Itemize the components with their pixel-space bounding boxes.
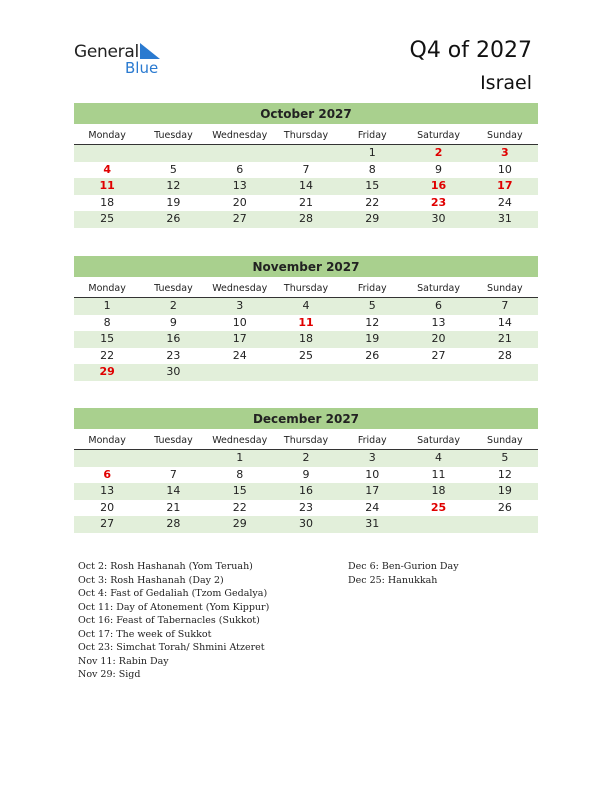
- week-row: [74, 145, 538, 162]
- holiday-note: Oct 2: Rosh Hashanah (Yom Teruah): [78, 561, 253, 572]
- week-row: [74, 348, 538, 365]
- weekday-label: Sunday: [487, 130, 523, 141]
- day-cell: 26: [365, 348, 380, 362]
- day-cell: 30: [298, 517, 313, 530]
- day-cell: 19: [365, 332, 380, 345]
- holiday-note: Oct 4: Fast of Gedaliah (Tzom Gedalya): [78, 588, 268, 599]
- day-cell: 8: [103, 315, 111, 329]
- day-cell: 12: [497, 467, 512, 481]
- day-cell: 1: [103, 299, 111, 312]
- day-cell: 30: [166, 365, 181, 378]
- weekday-label: Tuesday: [154, 435, 193, 446]
- day-cell: 8: [368, 162, 376, 176]
- day-cell: 29: [365, 212, 380, 225]
- day-cell: 29: [99, 365, 115, 378]
- day-cell: 15: [100, 332, 115, 345]
- empty-day-cell: [405, 516, 471, 533]
- week-row: [74, 364, 538, 381]
- holiday-note: Nov 11: Rabin Day: [78, 655, 169, 667]
- country-name: Israel: [480, 72, 532, 94]
- month-title: October 2027: [74, 103, 538, 124]
- brand-general-text: General: [74, 42, 139, 62]
- holiday-note: Dec 6: Ben-Gurion Day: [348, 561, 459, 572]
- day-cell: 14: [166, 484, 181, 497]
- day-cell: 23: [430, 195, 447, 209]
- weekday-label: Monday: [88, 435, 126, 446]
- day-cell: 18: [431, 484, 446, 497]
- day-cell: 15: [232, 484, 247, 497]
- day-cell: 7: [501, 299, 509, 312]
- weekday-label: Saturday: [417, 283, 460, 294]
- day-cell: 26: [166, 212, 181, 225]
- week-row: [74, 450, 538, 467]
- empty-day-cell: [74, 450, 140, 467]
- weekday-label: Wednesday: [212, 283, 268, 294]
- day-cell: 11: [431, 467, 446, 481]
- day-cell: 7: [169, 467, 177, 481]
- day-cell: 21: [298, 195, 313, 209]
- week-row: [74, 516, 538, 533]
- day-cell: 22: [365, 195, 380, 209]
- weekday-label: Tuesday: [154, 130, 193, 141]
- day-cell: 24: [497, 195, 512, 209]
- day-cell: 14: [497, 315, 512, 329]
- weekday-label: Friday: [357, 130, 387, 141]
- day-cell: 3: [236, 299, 244, 312]
- day-cell: 2: [302, 451, 310, 464]
- day-cell: 28: [497, 348, 512, 362]
- day-cell: 2: [169, 299, 177, 312]
- day-cell: 16: [166, 332, 181, 345]
- week-row: [74, 331, 538, 348]
- page-title: Q4 of 2027: [409, 38, 532, 63]
- weekday-label: Wednesday: [212, 130, 268, 141]
- weekday-header-row: [74, 127, 538, 145]
- weekday-header-row: [74, 432, 538, 450]
- day-cell: 17: [497, 179, 513, 192]
- weekday-label: Thursday: [283, 283, 329, 294]
- holiday-notes-left: [78, 560, 269, 682]
- empty-day-cell: [273, 364, 339, 381]
- day-cell: 21: [497, 332, 512, 345]
- empty-day-cell: [207, 145, 273, 162]
- day-cell: 13: [232, 179, 247, 192]
- day-cell: 6: [435, 299, 443, 312]
- week-row: [74, 315, 538, 332]
- week-row: [74, 178, 538, 195]
- day-cell: 19: [497, 484, 512, 497]
- holiday-note: Oct 23: Simchat Torah/ Shmini Atzeret: [78, 642, 265, 653]
- day-cell: 16: [430, 179, 447, 192]
- weekday-label: Saturday: [417, 435, 460, 446]
- day-cell: 14: [298, 179, 313, 192]
- empty-day-cell: [405, 364, 471, 381]
- weekday-label: Saturday: [417, 130, 460, 141]
- day-cell: 2: [434, 146, 443, 159]
- day-cell: 29: [232, 517, 247, 530]
- day-cell: 4: [435, 451, 443, 464]
- week-row: [74, 211, 538, 228]
- week-row: [74, 467, 538, 484]
- day-cell: 11: [99, 179, 115, 192]
- brand-blue-text: Blue: [125, 59, 159, 77]
- day-cell: 13: [431, 315, 446, 329]
- holiday-notes-right: [348, 560, 459, 587]
- day-cell: 10: [365, 467, 380, 481]
- weekday-label: Monday: [88, 130, 126, 141]
- day-cell: 4: [302, 299, 310, 312]
- month-december: [74, 408, 538, 533]
- day-cell: 23: [166, 348, 181, 362]
- day-cell: 25: [100, 212, 115, 225]
- day-cell: 26: [497, 500, 512, 514]
- empty-day-cell: [140, 450, 206, 467]
- day-cell: 22: [232, 500, 247, 514]
- day-cell: 12: [166, 179, 181, 192]
- holiday-note: Oct 17: The week of Sukkot: [78, 628, 212, 640]
- holiday-note: Oct 11: Day of Atonement (Yom Kippur): [78, 601, 270, 613]
- day-cell: 28: [166, 517, 181, 530]
- week-row: [74, 483, 538, 500]
- weekday-label: Thursday: [283, 435, 329, 446]
- day-cell: 1: [368, 146, 376, 159]
- empty-day-cell: [74, 145, 140, 162]
- day-cell: 31: [497, 212, 512, 225]
- month-october: [74, 103, 538, 228]
- day-cell: 3: [368, 451, 376, 464]
- empty-day-cell: [472, 364, 538, 381]
- day-cell: 7: [302, 162, 310, 176]
- day-cell: 6: [236, 162, 244, 176]
- day-cell: 10: [497, 162, 512, 176]
- day-cell: 21: [166, 500, 181, 514]
- day-cell: 16: [298, 484, 313, 497]
- day-cell: 9: [169, 315, 177, 329]
- day-cell: 18: [298, 332, 313, 345]
- weekday-label: Wednesday: [212, 435, 268, 446]
- weekday-label: Sunday: [487, 435, 523, 446]
- day-cell: 22: [100, 348, 115, 362]
- day-cell: 27: [100, 517, 115, 530]
- day-cell: 20: [100, 500, 115, 514]
- day-cell: 28: [298, 212, 313, 225]
- day-cell: 9: [435, 162, 443, 176]
- empty-day-cell: [273, 145, 339, 162]
- day-cell: 5: [368, 299, 376, 312]
- week-row: [74, 298, 538, 315]
- weekday-label: Monday: [88, 283, 126, 294]
- day-cell: 17: [232, 332, 247, 345]
- week-row: [74, 195, 538, 212]
- day-cell: 17: [365, 484, 380, 497]
- month-november: [74, 256, 538, 381]
- day-cell: 19: [166, 195, 181, 209]
- day-cell: 9: [302, 467, 310, 481]
- day-cell: 20: [431, 332, 446, 345]
- weekday-label: Tuesday: [154, 283, 193, 294]
- day-cell: 30: [431, 212, 446, 225]
- empty-day-cell: [472, 516, 538, 533]
- day-cell: 4: [103, 162, 111, 176]
- day-cell: 5: [501, 451, 509, 464]
- empty-day-cell: [140, 145, 206, 162]
- month-title: November 2027: [74, 256, 538, 277]
- day-cell: 27: [431, 348, 446, 362]
- weekday-label: Thursday: [283, 130, 329, 141]
- day-cell: 24: [365, 500, 380, 514]
- day-cell: 13: [100, 484, 115, 497]
- day-cell: 1: [236, 451, 244, 464]
- day-cell: 8: [236, 467, 244, 481]
- day-cell: 3: [501, 146, 509, 159]
- holiday-note: Oct 3: Rosh Hashanah (Day 2): [78, 574, 224, 586]
- month-title: December 2027: [74, 408, 538, 429]
- day-cell: 25: [430, 500, 447, 514]
- weekday-label: Friday: [357, 435, 387, 446]
- day-cell: 27: [232, 212, 247, 225]
- holiday-note: Oct 16: Feast of Tabernacles (Sukkot): [78, 615, 260, 626]
- weekday-label: Sunday: [487, 283, 523, 294]
- brand-logo: [74, 40, 174, 80]
- day-cell: 6: [103, 467, 111, 481]
- holiday-note: Nov 29: Sigd: [78, 669, 141, 680]
- day-cell: 12: [365, 315, 380, 329]
- holiday-note: Dec 25: Hanukkah: [348, 574, 438, 586]
- empty-day-cell: [207, 364, 273, 381]
- day-cell: 20: [232, 195, 247, 209]
- day-cell: 5: [169, 162, 177, 176]
- weekday-label: Friday: [357, 283, 387, 294]
- day-cell: 24: [232, 348, 247, 362]
- empty-day-cell: [339, 364, 405, 381]
- day-cell: 23: [298, 500, 313, 514]
- week-row: [74, 162, 538, 179]
- day-cell: 25: [298, 348, 313, 362]
- day-cell: 10: [232, 315, 247, 329]
- day-cell: 18: [100, 195, 115, 209]
- day-cell: 31: [365, 517, 380, 530]
- weekday-header-row: [74, 280, 538, 298]
- week-row: [74, 500, 538, 517]
- day-cell: 15: [365, 179, 380, 192]
- day-cell: 11: [298, 315, 314, 329]
